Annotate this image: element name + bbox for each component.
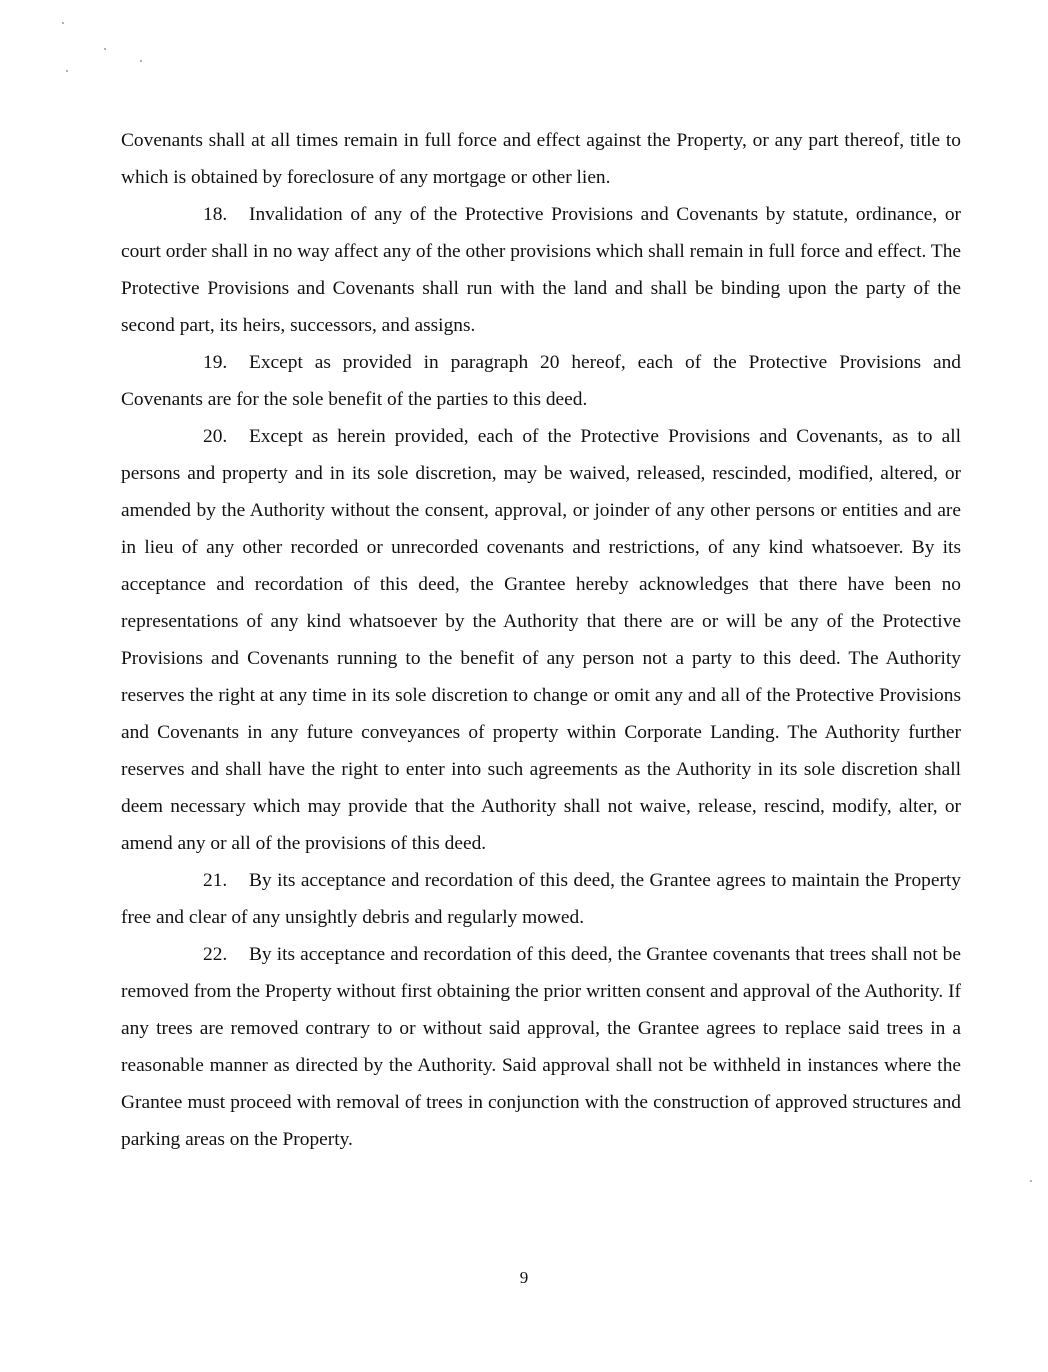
paragraph-text: Except as herein provided, each of the Protective Provisions and Covenants, as to all persons and property and in its sole discretion, may be waived, released, rescinded, modified, altered, or amended by the Authority without the consent, approval, or joinder of any other persons or entities and are in lieu of any other recorded or unrecorded covenants and restrictions, of any kind whatsoever. By its acceptance and recordation of this deed, the Grantee hereby acknowledges that there have been no representations of any kind whatsoever by the Authority that there are or will be any of the Protective Provisions and Covenants running to the benefit of any person not a party to this deed. The Authority reserves the right at any time in its sole discretion to change or omit any and all of the Protective Provisions and Covenants in any future conveyances of property within Corporate Landing. The Authority further reserves and shall have the right to enter into such agreements as the Authority in its sole discretion shall deem necessary which may provide that the Authority shall not waive, release, rescind, modify, alter, or amend any or all of the provisions of this deed. <box>121 426 961 854</box>
paragraph-text: Covenants shall at all times remain in full force and effect against the Property, or any part thereof, title to which is obtained by foreclosure of any mortgage or other lien. <box>121 130 961 188</box>
paragraph-text: By its acceptance and recordation of this deed, the Grantee covenants that trees shall not be removed from the Property without first obtaining the prior written consent and approval of the Authority. If any trees are removed contrary to or without said approval, the Grantee agrees to replace said trees in a reasonable manner as directed by the Authority. Said approval shall not be withheld in instances where the Grantee must proceed with removal of trees in conjunction with the construction of approved structures and parking areas on the Property. <box>121 944 961 1150</box>
paragraph-21 <box>121 862 961 936</box>
paragraph-number: 20. <box>203 426 228 447</box>
scan-speck <box>62 22 64 24</box>
paragraph-text: Invalidation of any of the Protective Provisions and Covenants by statute, ordinance, or court order shall in no way affect any of the other provisions which shall remain in full force and effect. The Protective Provisions and Covenants shall run with the land and shall be binding upon the party of the second part, its heirs, successors, and assigns. <box>121 204 961 336</box>
document-body <box>121 122 961 1158</box>
scan-speck <box>1030 1180 1032 1182</box>
paragraph-text: Except as provided in paragraph 20 hereof, each of the Protective Provisions and Covenants are for the sole benefit of the parties to this deed. <box>121 352 961 410</box>
paragraph-number: 19. <box>203 352 228 373</box>
scan-speck <box>104 48 106 50</box>
scan-speck <box>66 70 68 72</box>
scan-speck <box>140 60 142 62</box>
paragraph-22 <box>121 936 961 1158</box>
paragraph-number: 22. <box>203 944 228 965</box>
paragraph-number: 18. <box>203 204 228 225</box>
page-number: 9 <box>519 1268 529 1287</box>
paragraph-19 <box>121 344 961 418</box>
paragraph-continued <box>121 122 961 196</box>
paragraph-18 <box>121 196 961 344</box>
paragraph-text: By its acceptance and recordation of this deed, the Grantee agrees to maintain the Property free and clear of any unsightly debris and regularly mowed. <box>121 870 961 928</box>
paragraph-number: 21. <box>203 870 228 891</box>
paragraph-20 <box>121 418 961 862</box>
